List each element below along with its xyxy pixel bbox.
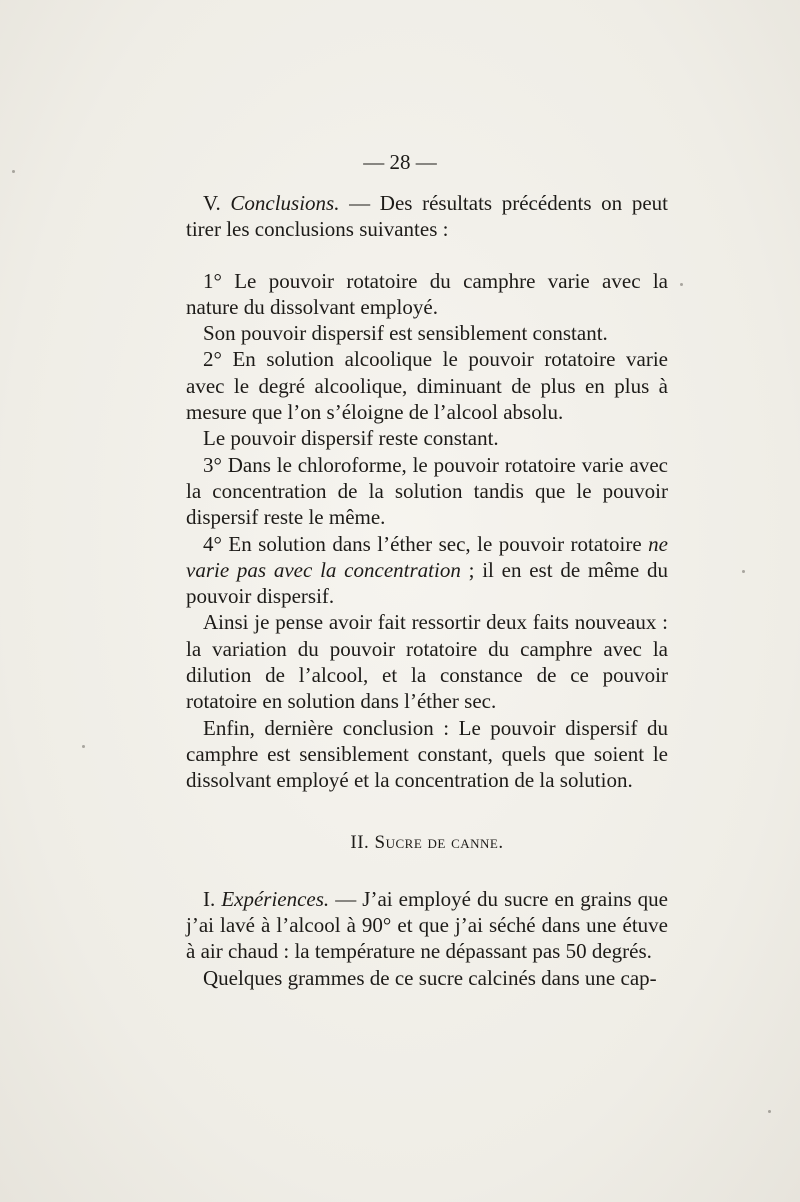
spacer [186, 243, 668, 268]
section-heading [186, 830, 668, 856]
subsection-label: I. [203, 886, 216, 911]
body-text [186, 190, 668, 991]
paper-speck [680, 283, 683, 286]
new-facts-paragraph: Ainsi je pense avoir fait ressortir deux faits nouveaux : la variation du pouvoir rotatoire du camphre avec la dilution de l’alcool, et la constance de ce pouvoir rotatoire en solution dans l’éther sec. [186, 610, 668, 714]
paragraph-text: ; il en est de même du pouvoir dispersif. [186, 557, 668, 609]
section-label: V. [203, 191, 221, 215]
conclusion-1: 1° Le pouvoir rotatoire du camphre varie avec la nature du dissolvant employé. [186, 268, 668, 319]
experiments-paragraph [186, 886, 668, 965]
emphasis-text: ne varie pas avec la concentration [186, 531, 668, 582]
conclusion-4 [186, 531, 668, 610]
conclusions-intro [186, 190, 668, 243]
section-title: Conclusions. [230, 191, 340, 215]
conclusion-2: 2° En solution alcoolique le pouvoir rotatoire varie avec le degré alcoolique, diminuant de plus en plus à mesure que l’on s’éloigne de l’alcool absolu. [186, 347, 668, 425]
spacer [186, 794, 668, 830]
paragraph-text: — Des résultats précédents on peut tirer les conclusions suivantes : [186, 191, 668, 242]
paragraph-text: — J’ai employé du sucre en grains que j’ai lavé à l’alcool à 90° et que j’ai séché dans une étuve à air chaud : la température ne dépassant pas 50 degrés. [186, 886, 669, 964]
spacer [186, 856, 668, 886]
calcination-paragraph: Quelques grammes de ce sucre calcinés dans une cap- [203, 965, 657, 990]
paper-speck [82, 745, 85, 748]
paragraph-text: 4° En solution dans l’éther sec, le pouvoir rotatoire [203, 531, 649, 556]
page-number: — 28 — [363, 150, 437, 174]
subsection-title: Expériences. [221, 886, 330, 911]
conclusion-1-dispersion: Son pouvoir dispersif est sensiblement constant. [203, 321, 608, 346]
heading-title: Sucre de canne. [374, 831, 504, 853]
paper-speck [768, 1110, 771, 1113]
conclusion-3: 3° Dans le chloroforme, le pouvoir rotatoire varie avec la concentration de la solution tandis que le pouvoir dispersif reste le même. [186, 452, 668, 530]
conclusion-2-dispersion: Le pouvoir dispersif reste constant. [203, 426, 499, 451]
paper-speck [742, 570, 745, 573]
paper-speck [12, 170, 15, 173]
final-conclusion: Enfin, dernière conclusion : Le pouvoir dispersif du camphre est sensiblement constant, quels que soient le dissolvant employé et la concentration de la solution. [186, 715, 668, 793]
heading-number: II. [350, 831, 370, 853]
